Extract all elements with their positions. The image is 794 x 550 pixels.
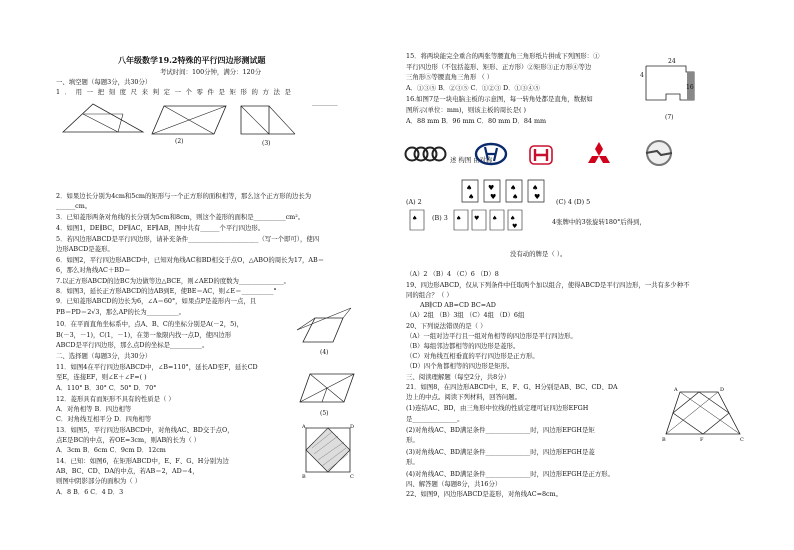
question-10-cont: B(－3，－1)，C(1，－1)，在第一象限内找一点D，使四边形 xyxy=(56,331,232,339)
svg-text:♠: ♠ xyxy=(512,193,519,201)
question-13-cont: 点E是BC的中点，若OE=3cm，则AB的长为（ ） xyxy=(56,436,201,444)
question-2-blank: ______cm。 xyxy=(56,202,92,210)
question-19: 19、四边形ABCD，仅从下列条件中任取两个加以组合，使得ABCD是平行四边形，一共有多少种不 xyxy=(406,281,690,289)
honda-logo-icon xyxy=(528,144,554,166)
dimension-4: 4 xyxy=(640,72,644,79)
question-4: 4．如图1，DE∥BC，DF∥AC，EF∥AB，图中共有______个平行四边形。 xyxy=(56,224,265,232)
figure-4-caption: (4) xyxy=(320,349,329,356)
question-17-note: 4张牌中的3张旋转180°后得到， xyxy=(552,218,646,226)
figure-7-caption: (7) xyxy=(665,114,674,121)
question-17-option-a: (A) 2 xyxy=(406,198,422,206)
question-19-options: （A）2组 （B）3组 （C）4组 （D）6组 xyxy=(406,311,525,319)
svg-text:A: A xyxy=(674,387,678,393)
question-8: 8．如图3，延长正方形ABCD的边AB到E，使BE＝AC，则∠E＝__________° xyxy=(56,287,277,295)
question-14-cont2: 则图中阴影部分的面积为（ ） xyxy=(56,477,142,485)
audi-logo-icon xyxy=(404,142,448,166)
svg-text:B: B xyxy=(302,474,306,480)
question-22: 22、如图9，四边形ABCD是菱形，对角线AC=8cm。 xyxy=(406,490,563,498)
svg-text:♠: ♠ xyxy=(492,215,498,222)
question-2: 2．如果边长分别为4cm和5cm的矩形与一个正方形的面积相等，那么这个正方形的边长为 xyxy=(56,192,312,200)
question-17-options: （A）2 （B）4 （C）6 （D）8 xyxy=(406,270,499,278)
question-20-option-d: （D）四个角都相等的四边形是矩形。 xyxy=(406,362,514,370)
hyundai-logo-icon xyxy=(474,142,508,166)
exam-meta: 考试时间：100分钟，满分：120分 xyxy=(160,68,262,76)
question-21-part3-cont: 形。 xyxy=(406,458,419,466)
svg-text:♠: ♠ xyxy=(510,215,516,222)
question-9: 9．已知菱形ABCD的边长为6，∠A＝60°，如果点P是菱形内一点，且 xyxy=(56,297,257,305)
svg-text:♠: ♠ xyxy=(532,184,539,192)
question-14: 14．已知：如图6，在矩形ABCD中，E、F、G、H分别为边 xyxy=(56,457,229,465)
question-5-cont: 边形ABCD是菱形。 xyxy=(56,245,114,253)
question-16-cont: 图所示(单位：mm)，则该主板的周长是( ) xyxy=(406,106,526,114)
figure-8-quadrilateral xyxy=(662,384,746,442)
figure-5-caption: (5) xyxy=(320,410,329,417)
question-15-cont: 平行四边形（不包括菱形、矩形、正方形）②矩形③正方形④等边 xyxy=(406,63,592,71)
question-15: 15．将两块能完全重合的两张等腰直角三角形纸片拼成下列图形：① xyxy=(406,52,600,60)
question-20-option-a: （A）一组对边平行且一组对角相等的四边形是平行四边形。 xyxy=(406,332,577,340)
question-9-cont: PB＝PD＝2√3，那么AP的长为__________。 xyxy=(56,308,186,316)
svg-text:D: D xyxy=(720,387,725,393)
svg-text:A: A xyxy=(302,424,306,430)
question-21-part2: (2)对角线AC、BD满足条件______________时，四边形EFGH是矩 xyxy=(406,426,595,434)
svg-text:B: B xyxy=(662,437,666,442)
question-6: 6．如图2，平行四边形ABCD中，已知对角线AC和BD相交于点O，△ABO的周长为17，AB＝ xyxy=(56,256,325,264)
question-11: 11．如图4在平行四边形ABCD中，∠B=110°，延长AD至F，延长CD xyxy=(56,363,258,371)
section-heading: 三、阅读理解题（每空2分，共8分） xyxy=(406,373,510,381)
question-21-part3: (3)对角线AC、BD满足条件______________时，四边形EFGH是菱 xyxy=(406,448,595,456)
question-20-option-b: （B）每组邻边都相等的四边形是菱形。 xyxy=(406,342,520,350)
question-21-part1-blank: 是______________。 xyxy=(406,415,464,423)
question-21-part1: (1)连结AC、BD，由三角形中位线的性质定理可证四边形EFGH xyxy=(406,404,589,412)
svg-text:C: C xyxy=(740,437,744,442)
figure-2-parallelogram xyxy=(150,104,230,138)
playing-cards-bottom-icon xyxy=(408,208,548,234)
svg-text:F: F xyxy=(700,437,704,442)
figure-6-rectangle xyxy=(300,422,358,482)
svg-text:♥: ♥ xyxy=(490,193,497,201)
page-title: 八年级数学19.2特殊的平行四边形测试题 xyxy=(118,55,266,65)
question-17-option-b: (B) 3 xyxy=(432,214,448,222)
section-heading: 二、选择题（每题3分，共30分） xyxy=(56,352,152,360)
section-heading: 一、填空题（每题3分，共30分） xyxy=(56,78,152,86)
figure-4-parallelogram xyxy=(295,306,355,348)
question-15-cont2: 三角形⑤等腰直角三角形 （ ） xyxy=(406,73,494,81)
question-5: 5．若四边形ABCD是平行四边形，请补充条件______________________（写一个即可），使四 xyxy=(56,235,320,243)
svg-text:♠: ♠ xyxy=(412,215,418,222)
section-heading: 四、解答题（每题8分，共16分） xyxy=(406,480,502,488)
question-21-cont: 边上的中点。阅读下列材料，回答问题。 xyxy=(406,393,522,401)
figure-2-caption: (2) xyxy=(175,138,184,145)
svg-text:D: D xyxy=(350,424,355,430)
svg-text:C: C xyxy=(350,474,354,480)
question-7: 7.以正方形ABCD的边BC为边做等边△BCE，则∠AED的度数为______________。 xyxy=(56,277,291,285)
svg-text:♠: ♠ xyxy=(456,215,462,222)
question-17-prompt: 没有动的牌是（ ）。 xyxy=(510,250,567,258)
question-6-cont: 6，那么对角线AC＋BD＝ xyxy=(56,266,131,274)
figure-3-caption: (3) xyxy=(262,140,271,147)
question-12-options-ab: A．对角相等 B．四边相等 xyxy=(56,405,132,413)
playing-cards-top-icon xyxy=(460,178,560,206)
question-10-cont2: ABCD是平行四边形，那么点D的坐标是__________。 xyxy=(56,341,209,349)
question-20-option-c: （C）对角线互相垂直的平行四边形是正方形。 xyxy=(406,352,539,360)
question-19-conditions: AB∥CD AB=CD BC=AD xyxy=(420,301,496,309)
question-21: 21．如图8，在四边形ABCD中，E、F、G、H分别是AB、BC、CD、DA xyxy=(406,383,618,391)
figure-5-parallelogram xyxy=(298,370,358,408)
question-13-options: A．3cm B．6cm C．9cm D．12cm xyxy=(56,446,166,454)
svg-text:♠: ♠ xyxy=(468,193,475,201)
svg-text:♥: ♥ xyxy=(534,193,541,201)
question-16-options: A．88 mm B．96 mm C．80 mm D．84 mm xyxy=(406,117,547,125)
question-1: 1．用一把刻度尺来判定一个零件是矩形的方法是 xyxy=(56,88,296,96)
question-21-part2-cont: 形。 xyxy=(406,436,419,444)
question-13: 13．如图5，平行四边形ABCD中，对角线AC、BD交于点O， xyxy=(56,426,234,434)
dimension-24: 24 xyxy=(668,58,676,65)
dimension-16: 16 xyxy=(686,84,694,91)
svg-text:♠: ♠ xyxy=(466,184,473,192)
question-10: 10．在平面直角坐标系中，点A、B、C的坐标分别是A(－2，5)， xyxy=(56,320,244,328)
logo-caption: 述 构图 由对称 xyxy=(450,156,493,164)
question-15-options: A．①③⑤ B．②③⑤ C．①②③ D．①③④⑤ xyxy=(406,84,541,92)
svg-text:♥: ♥ xyxy=(488,184,495,192)
svg-text:♥: ♥ xyxy=(512,223,518,230)
mitsubishi-logo-icon xyxy=(582,140,616,166)
question-12: 12．菱形具有而矩形不具有的性质是（ ） xyxy=(56,395,175,403)
opel-logo-icon xyxy=(642,138,676,168)
answer-blank: ________ xyxy=(312,98,338,106)
question-16: 16.如图7是一块电脑主板的示意图，每一转角处都是直角，数据如 xyxy=(406,95,593,103)
question-21-part4: (4)对角线AC、BD满足条件______________时，四边形EFGH是正方形。 xyxy=(406,470,614,478)
question-20: 20、下列说法错误的是（ ） xyxy=(406,322,487,330)
figure-1-triangle xyxy=(58,102,148,138)
question-14-cont: AB、BC、CD、DA的中点，若AB＝2，AD＝4， xyxy=(56,467,199,475)
question-17-options-cd: (C) 4 (D) 5 xyxy=(556,198,591,206)
question-11-options: A．110° B．30° C．50° D．70° xyxy=(56,384,157,392)
figure-3-square xyxy=(235,104,299,140)
svg-text:♠: ♠ xyxy=(510,184,517,192)
question-12-options-cd: C．对角线互相平分 D．四角相等 xyxy=(56,415,152,423)
question-19-cont: 同的组合？（ ） xyxy=(406,291,453,299)
question-3: 3．已知菱形两条对角线的长分别为5cm和8cm，则这个菱形的面积是__________cm²。 xyxy=(56,213,305,221)
question-11-cont: 至E，连接EF，则∠E＋∠F=( ) xyxy=(56,373,147,381)
svg-text:♥: ♥ xyxy=(474,215,480,222)
question-14-options: A．8 B．6 C．4 D．3 xyxy=(56,488,124,496)
